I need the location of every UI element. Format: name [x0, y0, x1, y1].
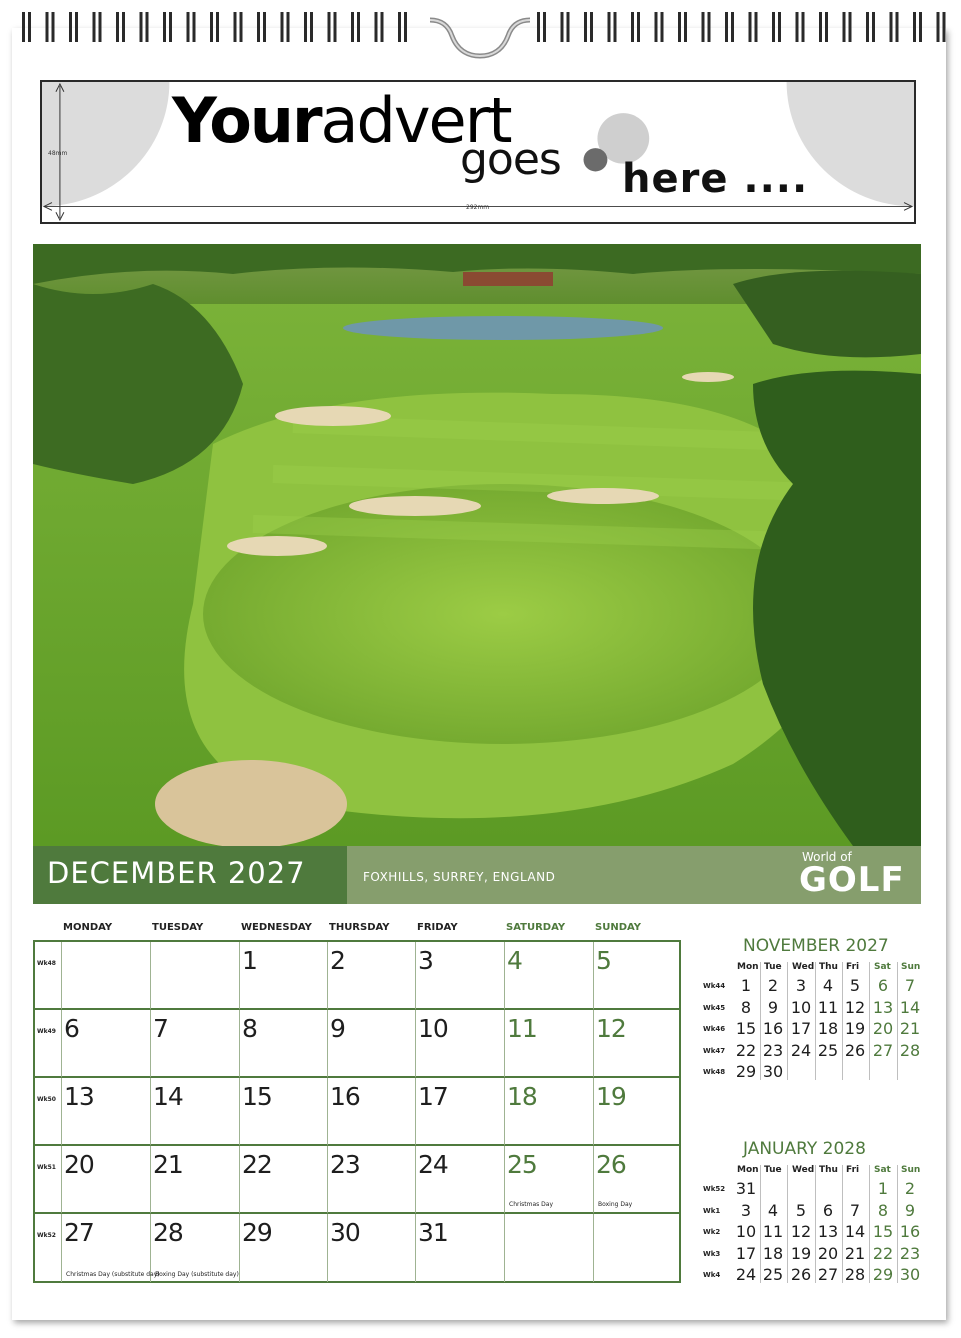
binding-ring: [896, 12, 899, 42]
mini-day-number: 27: [817, 1265, 839, 1284]
binding-ring: [890, 12, 893, 42]
day-cell[interactable]: [416, 1146, 505, 1214]
mini-day-number: 7: [904, 976, 916, 995]
mini-day-number: 6: [877, 976, 889, 995]
day-header-saturday: SATURDAY: [506, 922, 566, 933]
mini-day-number: 29: [872, 1265, 894, 1284]
day-cell[interactable]: [594, 1010, 679, 1078]
day-header-thursday: THURSDAY: [329, 922, 390, 933]
day-cell[interactable]: [151, 942, 240, 1010]
week-number: Wk50: [37, 1096, 56, 1103]
mini-day-header: Sun: [901, 962, 921, 972]
month-grid: [33, 940, 681, 1283]
binding-ring: [661, 12, 664, 42]
mini-day-header: Tue: [764, 962, 782, 972]
mini-week-number: Wk2: [703, 1228, 721, 1236]
binding-ring: [287, 12, 290, 42]
binding-ring: [561, 12, 564, 42]
mini-day-number: 20: [872, 1019, 894, 1038]
mini-day-number: 3: [740, 1200, 752, 1220]
day-number: 3: [418, 946, 433, 975]
mini-day-number: 22: [872, 1243, 894, 1263]
day-number: 19: [596, 1082, 626, 1111]
mini-week-number: Wk1: [703, 1206, 721, 1215]
binding-ring: [614, 12, 617, 42]
mini-day-number: 5: [849, 976, 861, 995]
mini-day-number: 13: [872, 997, 894, 1017]
mini-day-number: 8: [740, 997, 752, 1017]
binding-ring: [210, 12, 213, 42]
mini-day-number: 17: [790, 1019, 812, 1038]
mini-week-number: Wk3: [703, 1249, 721, 1258]
mini-day-number: 11: [762, 1222, 784, 1241]
day-cell[interactable]: [594, 1146, 679, 1214]
day-number: 31: [418, 1218, 448, 1247]
mini-day-number: 10: [735, 1222, 757, 1241]
day-number: 11: [507, 1014, 537, 1043]
mini-day-number: 24: [735, 1265, 757, 1284]
day-cell[interactable]: [594, 942, 679, 1010]
binding-ring: [240, 12, 243, 42]
mini-day-number: 2: [767, 976, 779, 995]
brand-world-of: World of: [802, 850, 852, 864]
mini-day-number: 7: [849, 1200, 861, 1220]
mini-day-number: 19: [790, 1243, 812, 1263]
day-header-monday: MONDAY: [63, 922, 113, 933]
mini-day-number: 12: [790, 1222, 812, 1241]
day-header-friday: FRIDAY: [417, 922, 458, 933]
binding-ring: [216, 12, 219, 42]
day-number: 28: [153, 1218, 183, 1247]
binding-ring: [937, 12, 940, 42]
day-cell[interactable]: [416, 1078, 505, 1146]
mini-day-number: 14: [899, 997, 921, 1017]
mini-calendar-previous: [703, 936, 923, 1086]
mini-day-header: Tue: [764, 1165, 782, 1175]
binding-ring: [725, 12, 728, 42]
binding-ring: [398, 12, 401, 42]
binding-ring: [819, 12, 822, 42]
day-number: 6: [64, 1014, 79, 1043]
day-cell[interactable]: [416, 1010, 505, 1078]
mini-day-number: 21: [899, 1019, 921, 1038]
binding-ring: [543, 12, 546, 42]
binding-ring: [357, 12, 360, 42]
mini-week-number: Wk47: [703, 1046, 726, 1055]
advert-word-here: here ....: [622, 156, 809, 202]
binding-ring: [328, 12, 331, 42]
day-cell[interactable]: [416, 1214, 505, 1282]
mini-day-header: Fri: [846, 1165, 860, 1175]
mini-day-number: 16: [899, 1222, 921, 1241]
day-header-wednesday: WEDNESDAY: [241, 922, 312, 933]
binding-ring: [943, 12, 946, 42]
day-cell[interactable]: [62, 1078, 151, 1146]
day-cell[interactable]: [62, 942, 151, 1010]
mini-week-number: Wk44: [703, 982, 726, 990]
day-header-sunday: SUNDAY: [595, 922, 642, 933]
mini-day-number: 29: [735, 1062, 757, 1081]
mini-calendar-title: JANUARY 2028: [743, 1139, 866, 1159]
mini-day-number: 15: [872, 1222, 894, 1241]
mini-day-number: 15: [735, 1019, 757, 1038]
advert-word-advert: advert: [320, 84, 511, 157]
mini-day-number: 10: [790, 997, 812, 1017]
day-cell[interactable]: [328, 1146, 416, 1214]
day-header-tuesday: TUESDAY: [152, 922, 204, 933]
holiday-note: Christmas Day (substitute day): [66, 1271, 160, 1278]
binding-ring: [69, 12, 72, 42]
mini-day-number: 18: [762, 1243, 784, 1263]
day-number: 8: [242, 1014, 257, 1043]
mini-day-header: Fri: [846, 962, 860, 972]
binding-ring: [375, 12, 378, 42]
binding-ring: [684, 12, 687, 42]
mini-day-number: 31: [735, 1179, 757, 1198]
binding-ring: [257, 12, 260, 42]
binding-ring: [608, 12, 611, 42]
mini-day-number: 12: [844, 997, 866, 1017]
day-header-row: [33, 922, 681, 940]
binding-ring: [304, 12, 307, 42]
binding-ring: [637, 12, 640, 42]
mini-day-number: 1: [877, 1179, 889, 1198]
binding-ring: [584, 12, 587, 42]
binding-ring: [46, 12, 49, 42]
week-number: Wk52: [37, 1232, 56, 1239]
mini-day-number: 13: [817, 1222, 839, 1241]
holiday-note: Christmas Day: [509, 1201, 554, 1208]
mini-day-number: 28: [899, 1040, 921, 1060]
day-cell[interactable]: [240, 1078, 328, 1146]
mini-week-number: Wk46: [703, 1025, 726, 1033]
binding-ring: [755, 12, 758, 42]
mini-day-header: Sun: [901, 1165, 921, 1175]
day-cell[interactable]: [151, 1146, 240, 1214]
day-number: 26: [596, 1150, 626, 1179]
day-number: 20: [64, 1150, 94, 1179]
mini-day-number: 25: [762, 1265, 784, 1284]
day-number: 24: [418, 1150, 448, 1179]
mini-day-number: 26: [844, 1040, 866, 1060]
day-cell[interactable]: [151, 1078, 240, 1146]
month-title-block: [33, 846, 347, 904]
day-cell[interactable]: [62, 1214, 160, 1282]
week-number: Wk51: [37, 1164, 56, 1171]
mini-day-header: Mon: [737, 1165, 759, 1175]
binding-ring: [351, 12, 354, 42]
binding-ring: [913, 12, 916, 42]
mini-calendar-next: [703, 1139, 923, 1289]
binding-ring: [872, 12, 875, 42]
mini-day-number: 19: [844, 1019, 866, 1038]
day-cell[interactable]: [240, 1214, 328, 1282]
mini-day-number: 30: [762, 1062, 784, 1081]
mini-day-number: 16: [762, 1019, 784, 1038]
mini-week-number: Wk4: [703, 1271, 721, 1279]
week-number: Wk49: [37, 1028, 56, 1035]
advert-word-your: Your: [172, 84, 321, 157]
mini-day-number: 20: [817, 1243, 839, 1263]
binding-ring: [702, 12, 705, 42]
week-number-cell: [35, 1214, 62, 1282]
binding-ring: [22, 12, 25, 42]
mini-day-number: 8: [877, 1200, 889, 1220]
day-number: 13: [64, 1082, 94, 1111]
day-cell[interactable]: [505, 1078, 594, 1146]
mini-day-number: 4: [767, 1200, 779, 1220]
binding-ring: [234, 12, 237, 42]
mini-week-number: Wk48: [703, 1068, 726, 1076]
mini-day-number: 17: [735, 1243, 757, 1263]
day-number: 22: [242, 1150, 272, 1179]
day-cell[interactable]: [62, 1010, 151, 1078]
binding-ring: [263, 12, 266, 42]
binding-ring: [404, 12, 407, 42]
mini-day-number: 22: [735, 1040, 757, 1060]
day-number: 12: [596, 1014, 626, 1043]
binding-ring: [796, 12, 799, 42]
mini-day-number: 23: [899, 1243, 921, 1263]
binding-ring: [99, 12, 102, 42]
day-number: 27: [64, 1218, 94, 1247]
day-number: 25: [507, 1150, 537, 1179]
advert-height-label: 48mm: [48, 150, 68, 157]
day-cell[interactable]: [505, 1146, 594, 1214]
mini-day-header: Thu: [819, 962, 838, 972]
binding-ring: [843, 12, 846, 42]
day-number: 2: [330, 946, 345, 975]
mini-day-number: 5: [795, 1200, 807, 1220]
photo-location: FOXHILLS, SURREY, ENGLAND: [363, 870, 556, 884]
day-number: 23: [330, 1150, 360, 1179]
week-number-cell: [35, 1078, 62, 1146]
advert-word-goes: goes: [460, 134, 561, 185]
mini-calendar-title: NOVEMBER 2027: [743, 936, 889, 956]
holiday-note: Boxing Day (substitute day): [155, 1271, 239, 1278]
mini-day-number: 26: [790, 1265, 812, 1284]
mini-week-number: Wk45: [703, 1003, 726, 1012]
binding-ring: [849, 12, 852, 42]
binding-ring: [708, 12, 711, 42]
advert-width-label: 292mm: [466, 204, 490, 211]
mini-day-number: 9: [904, 1200, 916, 1220]
binding-ring: [655, 12, 658, 42]
mini-day-number: 2: [904, 1179, 916, 1198]
mini-day-header: Wed: [792, 962, 815, 972]
holiday-note: Boxing Day: [598, 1201, 633, 1208]
brand-golf: GOLF: [799, 860, 905, 900]
day-cell[interactable]: [594, 1078, 679, 1146]
day-cell[interactable]: [594, 1214, 679, 1282]
day-cell[interactable]: [62, 1146, 151, 1214]
month-title-bar: [33, 846, 921, 904]
binding-ring: [75, 12, 78, 42]
binding-ring: [866, 12, 869, 42]
binding-ring: [52, 12, 55, 42]
mini-week-number: Wk52: [703, 1185, 726, 1193]
mini-day-number: 3: [795, 976, 807, 995]
day-cell[interactable]: [328, 1214, 416, 1282]
day-number: 16: [330, 1082, 360, 1111]
mini-day-number: 28: [844, 1265, 866, 1284]
mini-day-number: 4: [822, 976, 834, 995]
day-number: 29: [242, 1218, 272, 1247]
day-cell[interactable]: [151, 1214, 240, 1282]
binding-ring: [146, 12, 149, 42]
binding-ring: [567, 12, 570, 42]
day-cell[interactable]: [416, 942, 505, 1010]
binding-ring: [187, 12, 190, 42]
binding-ring: [122, 12, 125, 42]
day-number: 14: [153, 1082, 183, 1111]
day-number: 17: [418, 1082, 448, 1111]
binding-ring: [731, 12, 734, 42]
mini-day-header: Sat: [874, 962, 891, 972]
binding-ring: [116, 12, 119, 42]
day-cell[interactable]: [328, 1078, 416, 1146]
binding-ring: [772, 12, 775, 42]
binding-ring: [631, 12, 634, 42]
binding-ring: [310, 12, 313, 42]
mini-day-number: 9: [767, 997, 779, 1017]
day-cell[interactable]: [240, 1146, 328, 1214]
binding-ring: [749, 12, 752, 42]
binding-ring: [334, 12, 337, 42]
mini-day-header: Sat: [874, 1165, 891, 1175]
mini-day-number: 25: [817, 1040, 839, 1060]
day-cell[interactable]: [328, 942, 416, 1010]
binding-ring: [537, 12, 540, 42]
day-number: 30: [330, 1218, 360, 1247]
mini-day-number: 27: [872, 1040, 894, 1060]
binding-ring: [825, 12, 828, 42]
binding-ring: [193, 12, 196, 42]
day-number: 15: [242, 1082, 272, 1111]
day-cell[interactable]: [505, 1010, 594, 1078]
mini-day-header: Mon: [737, 962, 759, 972]
day-cell[interactable]: [240, 942, 328, 1010]
binding-ring: [590, 12, 593, 42]
binding-ring: [169, 12, 172, 42]
day-cell[interactable]: [505, 1214, 594, 1282]
mini-day-number: 23: [762, 1040, 784, 1060]
binding-ring: [802, 12, 805, 42]
day-number: 21: [153, 1150, 183, 1179]
binding-ring: [678, 12, 681, 42]
mini-day-number: 24: [790, 1040, 812, 1060]
day-number: 5: [596, 946, 611, 975]
day-number: 7: [153, 1014, 168, 1043]
binding-ring: [778, 12, 781, 42]
binding-ring: [919, 12, 922, 42]
day-number: 1: [242, 946, 257, 975]
spiral-binding: [0, 0, 961, 60]
day-cell[interactable]: [240, 1010, 328, 1078]
binding-ring: [140, 12, 143, 42]
week-number: Wk48: [37, 960, 56, 967]
binding-ring: [93, 12, 96, 42]
week-number-cell: [35, 1010, 62, 1078]
mini-day-number: 6: [822, 1200, 834, 1220]
mini-day-number: 1: [740, 976, 752, 995]
advert-placeholder: [40, 80, 916, 224]
week-number-cell: [35, 1146, 62, 1214]
day-number: 18: [507, 1082, 537, 1111]
binding-ring: [163, 12, 166, 42]
mini-day-number: 14: [844, 1222, 866, 1241]
week-number-cell: [35, 942, 62, 1010]
mini-day-number: 18: [817, 1019, 839, 1038]
mini-day-number: 11: [817, 997, 839, 1017]
day-number: 9: [330, 1014, 345, 1043]
mini-day-number: 30: [899, 1265, 921, 1284]
day-cell[interactable]: [328, 1010, 416, 1078]
binding-ring: [28, 12, 31, 42]
day-number: 10: [418, 1014, 448, 1043]
mini-day-header: Wed: [792, 1165, 815, 1175]
binding-ring: [381, 12, 384, 42]
mini-day-header: Thu: [819, 1165, 838, 1175]
day-number: 4: [507, 946, 522, 975]
month-title: DECEMBER 2027: [47, 856, 306, 890]
day-cell[interactable]: [505, 942, 594, 1010]
day-cell[interactable]: [151, 1010, 240, 1078]
mini-day-number: 21: [844, 1243, 866, 1263]
golf-course-photo: [33, 244, 921, 846]
binding-ring: [281, 12, 284, 42]
